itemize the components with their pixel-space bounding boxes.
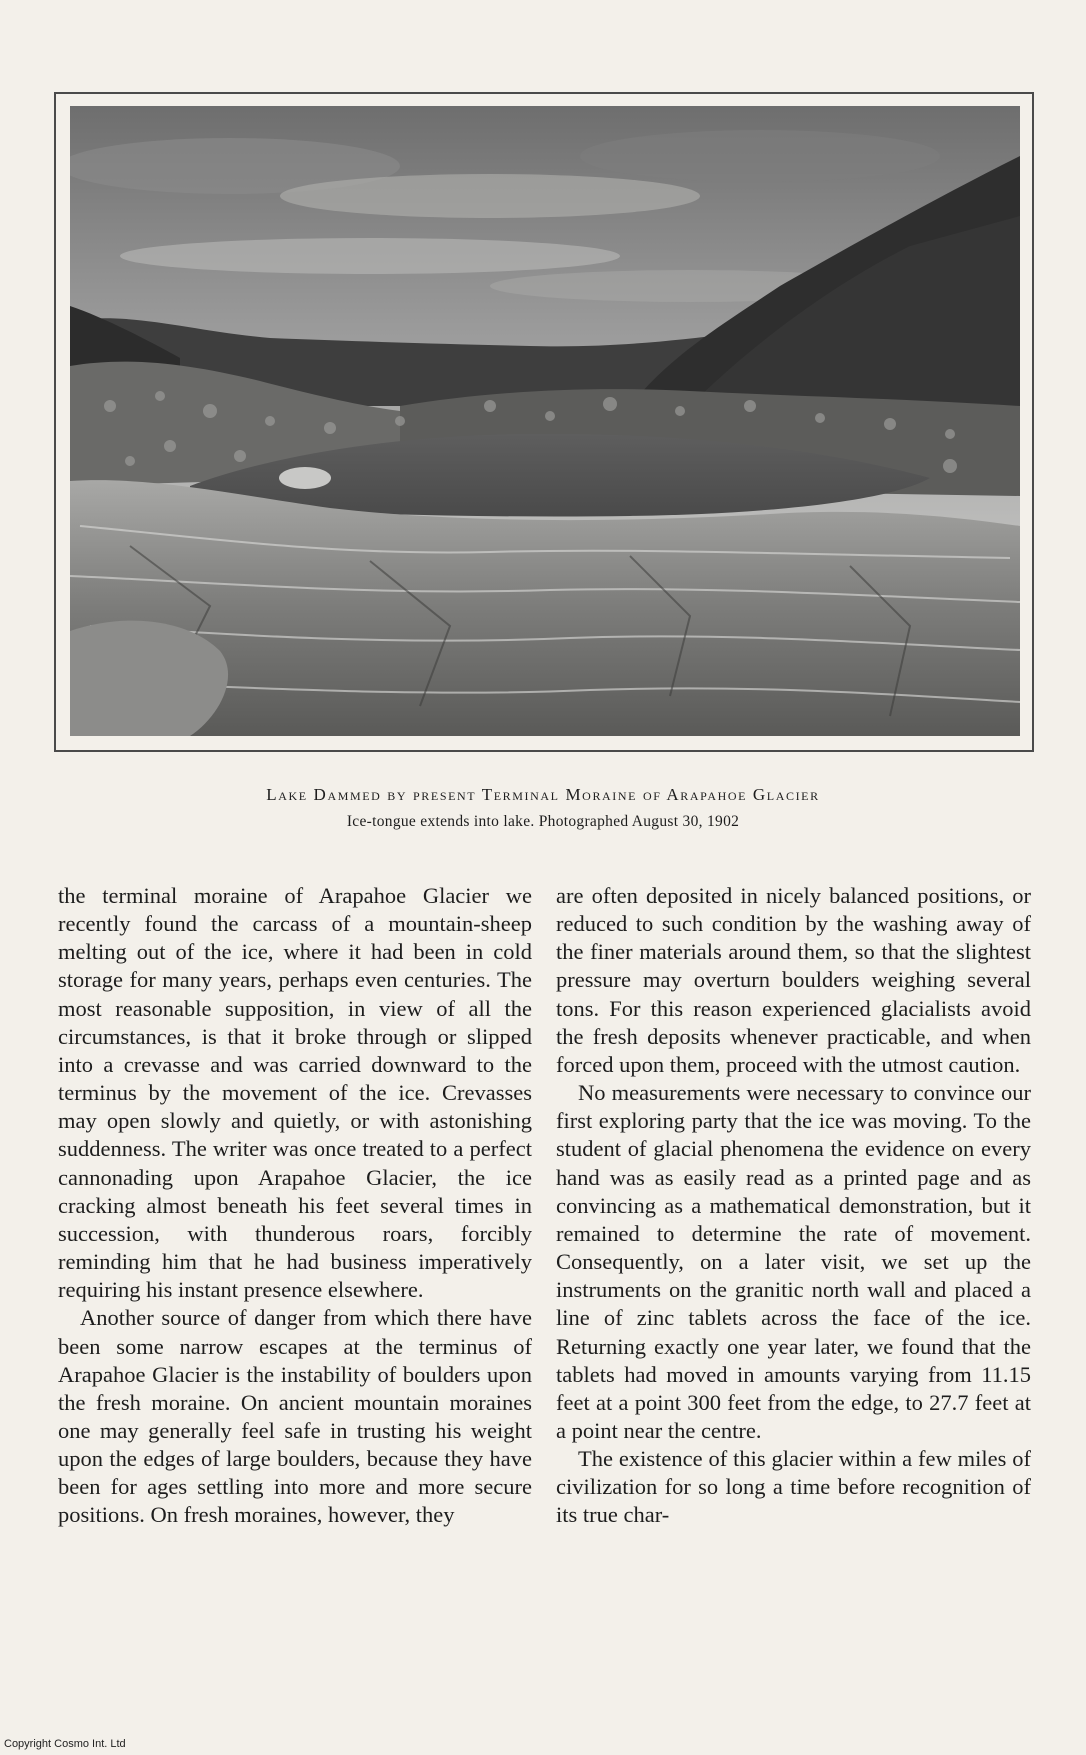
figure-caption-title: Lake Dammed by present Terminal Moraine of Arapahoe Glacier (266, 785, 820, 804)
paragraph: No measurements were necessary to convince our first exploring party that the ice was moving. To the student of glacial phenomena the evidence on every hand was as easily read as a printed page and as convincing as a mathematical demonstration, but it remained to determine the rate of movement. Consequently, on a later visit, we set up the instruments on the granitic north wall and placed a line of zinc tablets across the face of the ice. Returning exactly one year later, we found that the tablets had moved in amounts varying from 11.15 feet at a point 300 feet from the edge, to 27.7 feet at a point near the centre. (556, 1080, 1031, 1443)
paragraph: are often deposited in nicely balanced positions, or reduced to such condition by the washing away of the finer materials around them, so that the slightest pressure may overturn boulders weighing several tons. For this reason experienced glacialists avoid the fresh deposits whenever practicable, and when forced upon them, proceed with the utmost caution. (556, 883, 1031, 1077)
text-column-right (556, 882, 1031, 1530)
copyright-watermark: Copyright Cosmo Int. Ltd (4, 1738, 126, 1750)
glacier-lake-photograph (70, 106, 1020, 736)
paragraph: the terminal moraine of Arapahoe Glacier we recently found the carcass of a mountain-sheep melting out of the ice, where it had been in cold storage for many years, perhaps even centuries. The most reasonable supposition, in view of all the circumstances, is that it broke through or slipped into a crevasse and was carried downward to the terminus by the movement of the ice. Crevasses may open slowly and quietly, or with astonishing suddenness. The writer was once treated to a perfect cannonading upon Arapahoe Glacier, the ice cracking almost beneath his feet several times in succession, with thunderous roars, forcibly reminding him that he had business imperatively requiring his instant presence elsewhere. (58, 883, 532, 1303)
paragraph: The existence of this glacier within a few miles of civilization for so long a time before recognition of its true char- (556, 1446, 1031, 1528)
text-column-left (58, 882, 532, 1530)
photo-illustration (70, 106, 1020, 736)
photo-frame (54, 92, 1034, 752)
paragraph: Another source of danger from which there have been some narrow escapes at the terminus of Arapahoe Glacier is the instability of boulders upon the fresh moraine. On ancient mountain moraines one may generally feel safe in trusting his weight upon the edges of large boulders, because they have been for ages settling into more and more secure positions. On fresh moraines, however, they (58, 1305, 532, 1528)
figure-caption-subtitle: Ice-tongue extends into lake. Photographed August 30, 1902 (346, 813, 740, 830)
